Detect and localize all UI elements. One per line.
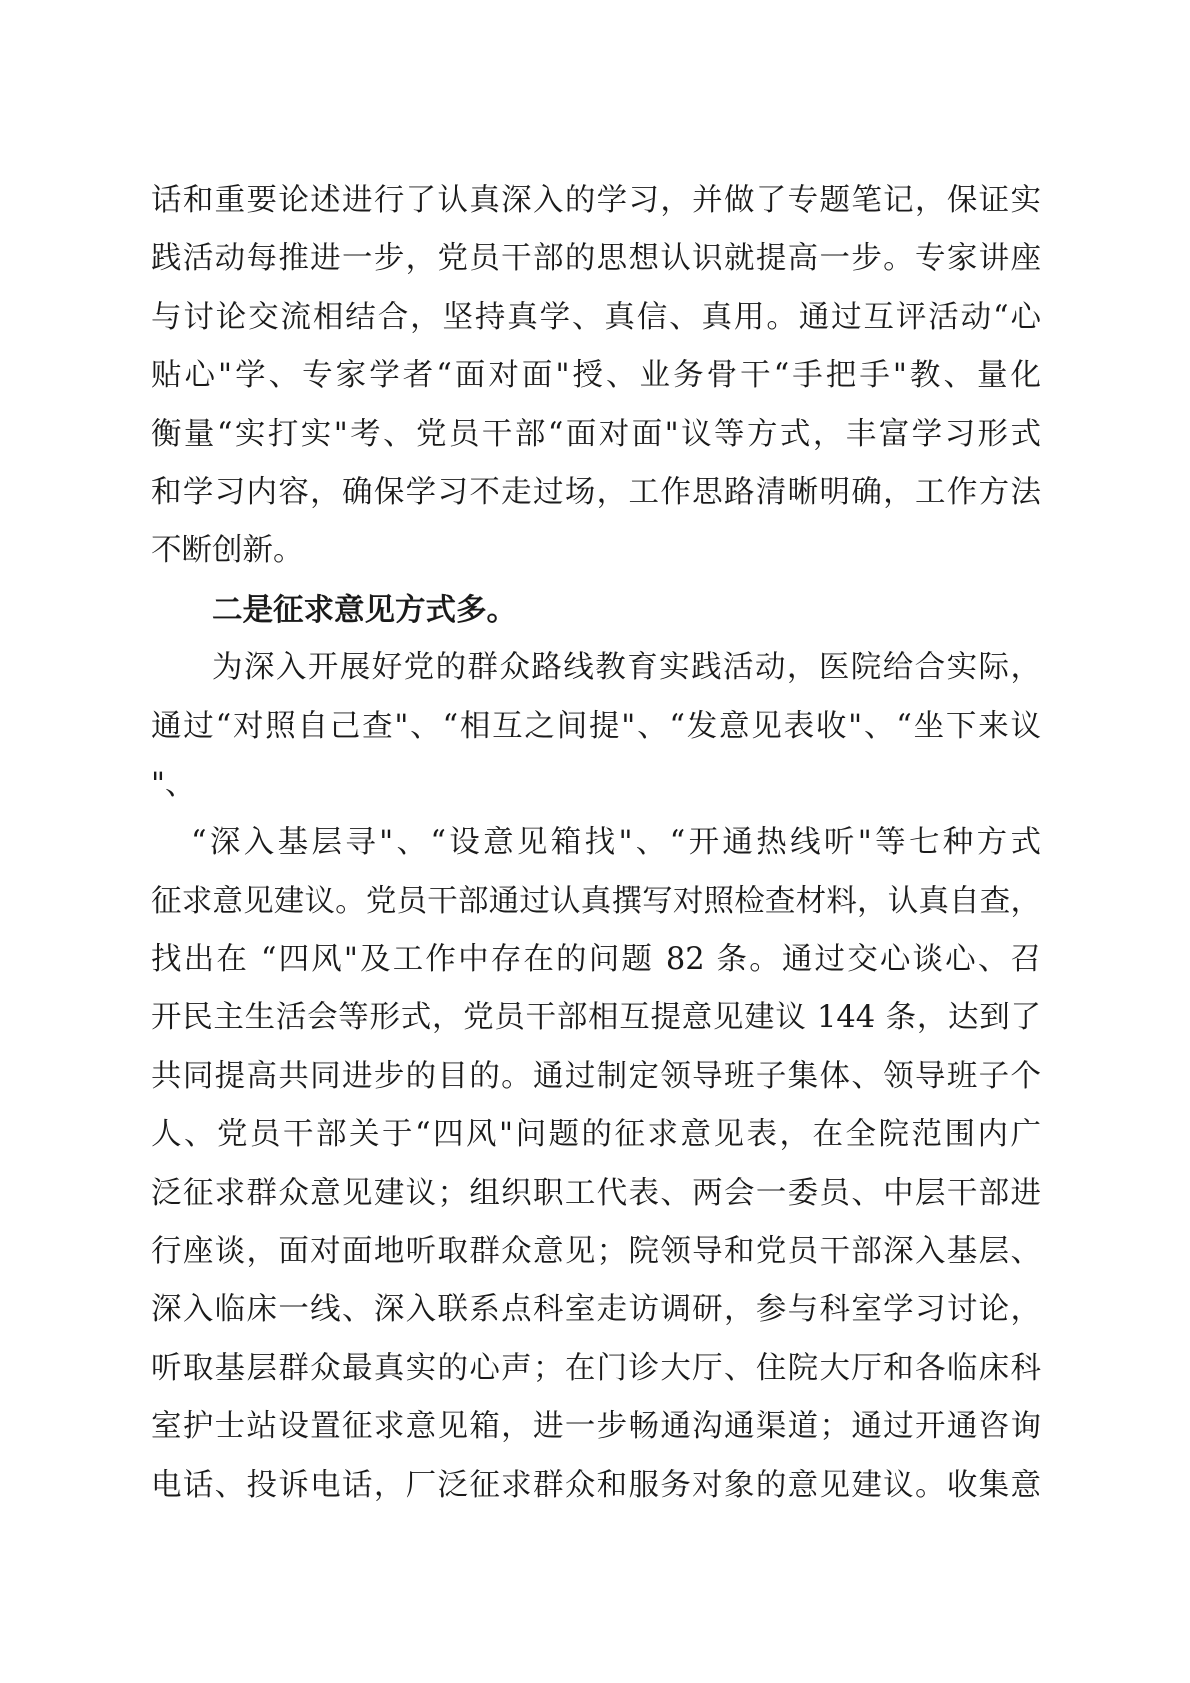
text-line: 人、党员干部关于“四风"问题的征求意见表，在全院范围内广 <box>151 1117 1041 1153</box>
text-line: 与讨论交流相结合，坚持真学、真信、真用。通过互评活动“心 <box>151 299 1041 335</box>
text-line: 和学习内容，确保学习不走过场，工作思路清晰明确，工作方法 <box>151 474 1041 510</box>
text-line: 贴心"学、专家学者“面对面"授、业务骨干“手把手"教、量化 <box>151 358 1041 394</box>
text-line: 征求意见建议。党员干部通过认真撰写对照检查材料，认真自查， <box>151 883 1041 919</box>
text-line: 不断创新。 <box>151 533 304 569</box>
text-line: 话和重要论述进行了认真深入的学习，并做了专题笔记，保证实 <box>151 183 1041 218</box>
text-line: 开民主生活会等形式，党员干部相互提意见建议 144 条，达到了 <box>151 1000 1041 1036</box>
text-line: 衡量“实打实"考、党员干部“面对面"议等方式，丰富学习形式 <box>151 416 1041 452</box>
text-line: 室护士站设置征求意见箱，进一步畅通沟通渠道；通过开通咨询 <box>151 1409 1041 1445</box>
text-line: 深入临床一线、深入联系点科室走访调研，参与科室学习讨论， <box>151 1292 1041 1328</box>
text-line: "、 <box>151 766 196 802</box>
document-body <box>151 172 1041 1515</box>
text-line: 泛征求群众意见建议；组织职工代表、两会一委员、中层干部进 <box>151 1175 1041 1211</box>
text-line: 共同提高共同进步的目的。通过制定领导班子集体、领导班子个 <box>151 1058 1041 1094</box>
text-line: 行座谈，面对面地听取群众意见；院领导和党员干部深入基层、 <box>151 1234 1041 1270</box>
text-line: 听取基层群众最真实的心声；在门诊大厅、住院大厅和各临床科 <box>151 1350 1041 1386</box>
text-line: 通过“对照自己查"、“相互之间提"、“发意见表收"、“坐下来议 <box>151 708 1041 744</box>
section-heading: 二是征求意见方式多。 <box>212 591 517 628</box>
text-line: “深入基层寻"、“设意见箱找"、“开通热线听"等七种方式 <box>191 825 1041 861</box>
text-line: 践活动每推进一步，党员干部的思想认识就提高一步。专家讲座 <box>151 241 1041 277</box>
text-line: 找出在 “四风"及工作中存在的问题 82 条。通过交心谈心、召 <box>151 942 1041 978</box>
text-line: 为深入开展好党的群众路线教育实践活动，医院给合实际， <box>212 650 1041 686</box>
text-line: 电话、投诉电话，厂泛征求群众和服务对象的意见建议。收集意 <box>151 1467 1041 1503</box>
